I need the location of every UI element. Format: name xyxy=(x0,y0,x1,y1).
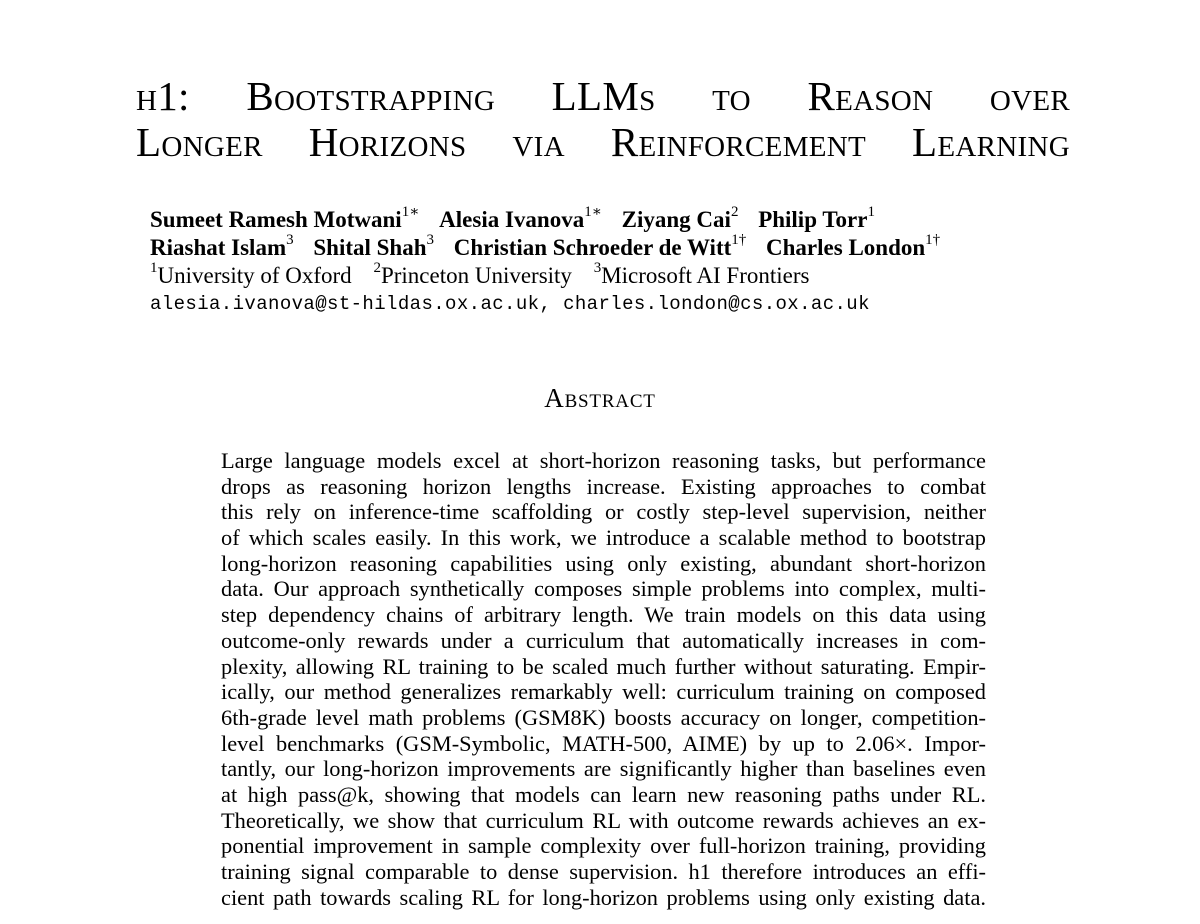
author: Ziyang Cai$^2$ xyxy=(621,204,739,232)
author: Christian Schroeder de Witt$^{1\dagger}$ xyxy=(453,232,747,260)
abstract-line: long-horizon reasoning capabilities using only existing, abundant short-horizon xyxy=(221,550,986,576)
abstract-line: outcome-only rewards under a curriculum that automatically increases in com- xyxy=(221,627,986,653)
affiliation: $^1$University of Oxford xyxy=(150,260,352,288)
author-line-2 xyxy=(150,234,954,262)
author: Alesia Ivanova$^{1∗}$ xyxy=(439,204,602,232)
author: Philip Torr$^1$ xyxy=(758,204,875,232)
abstract-line: ically, our method generalizes remarkably well: curriculum training on composed xyxy=(221,679,986,705)
abstract-line: cient path towards scaling RL for long-horizon problems using only existing data. xyxy=(221,884,986,910)
author: Riashat Islam$^3$ xyxy=(150,232,294,260)
abstract-line: Large language models excel at short-horizon reasoning tasks, but performance xyxy=(221,448,986,473)
abstract-line: at high pass@k, showing that models can learn new reasoning paths under RL. xyxy=(221,781,986,807)
paper-title-line-2: Longer Horizons via Reinforcement Learning xyxy=(136,119,1070,165)
abstract-line: Theoretically, we show that curriculum RL with outcome rewards achieves an ex- xyxy=(221,807,986,833)
abstract-line: this rely on inference-time scaffolding or costly step-level supervision, neither xyxy=(221,499,986,525)
abstract-heading: Abstract xyxy=(544,383,656,413)
paper-title-line-1: h1: Bootstrapping LLMs to Reason over xyxy=(136,73,1070,119)
contact-emails: alesia.ivanova@st-hildas.ox.ac.uk, charles.london@cs.ox.ac.uk xyxy=(150,293,870,315)
abstract-line: of which scales easily. In this work, we introduce a scalable method to bootstrap xyxy=(221,525,986,551)
abstract-line: drops as reasoning horizon lengths increase. Existing approaches to combat xyxy=(221,473,986,499)
affiliation: $^2$Princeton University xyxy=(373,260,572,288)
author-line-1 xyxy=(150,206,954,234)
abstract-line: step dependency chains of arbitrary length. We train models on this data using xyxy=(221,602,986,628)
abstract-line: level benchmarks (GSM-Symbolic, MATH-500, AIME) by up to 2.06×. Impor- xyxy=(221,730,986,756)
affiliation-line xyxy=(150,262,954,290)
author: Charles London$^{1\dagger}$ xyxy=(766,232,941,260)
author: Shital Shah$^3$ xyxy=(313,232,435,260)
abstract-line: training signal comparable to dense supervision. h1 therefore introduces an effi- xyxy=(221,859,986,884)
affiliation: $^3$Microsoft AI Frontiers xyxy=(593,260,810,288)
abstract-body xyxy=(221,448,986,910)
abstract-line: ponential improvement in sample complexity over full-horizon training, providing xyxy=(221,833,986,859)
abstract-line: tantly, our long-horizon improvements are significantly higher than baselines even xyxy=(221,756,986,782)
author-block xyxy=(150,206,954,318)
abstract-line: data. Our approach synthetically composes simple problems into complex, multi- xyxy=(221,576,986,602)
abstract-line: 6th-grade level math problems (GSM8K) boosts accuracy on longer, competition- xyxy=(221,704,986,730)
abstract-line: plexity, allowing RL training to be scaled much further without saturating. Empir- xyxy=(221,653,986,679)
author: Sumeet Ramesh Motwani$^{1∗}$ xyxy=(150,204,420,232)
